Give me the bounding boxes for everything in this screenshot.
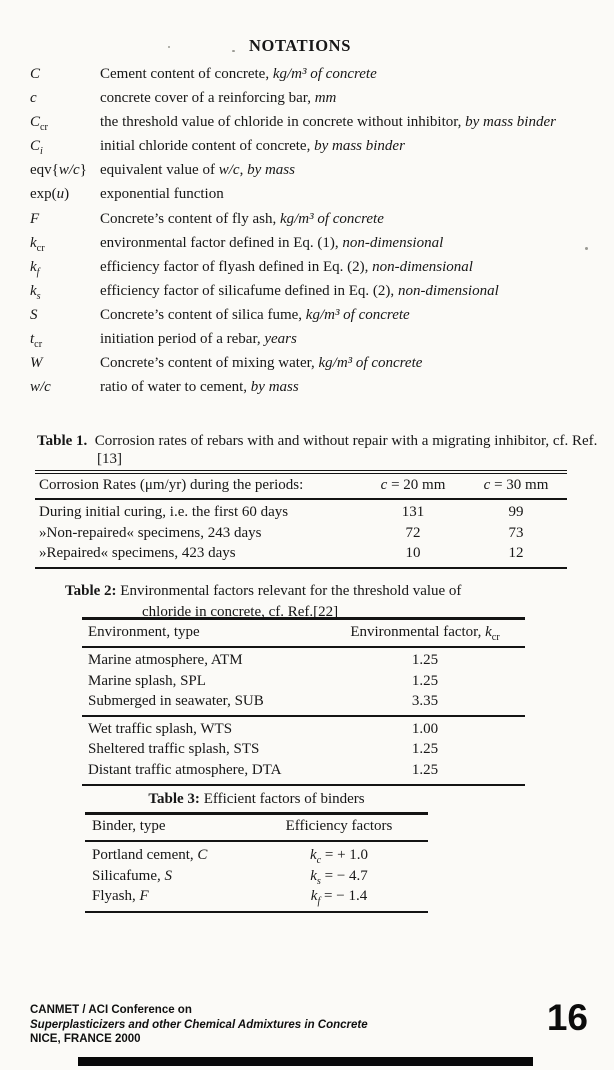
table1-corrosion-rates — [35, 470, 567, 569]
table1-header-periods: Corrosion Rates (μm/yr) during the periods: — [39, 477, 304, 493]
table3-caption-label: Table 3: — [148, 791, 200, 807]
notation-symbol: exp(u) — [30, 186, 70, 203]
table2-caption-line1 — [65, 581, 555, 602]
table-row — [35, 543, 567, 564]
table3-caption-text: Efficient factors of binders — [203, 791, 365, 807]
table-cell-rate-20mm: 10 — [405, 545, 421, 561]
table-row — [82, 760, 525, 781]
notation-symbol: $t_{cr}$ — [30, 331, 43, 351]
table-row — [82, 671, 525, 692]
table-cell-factor: 1.25 — [411, 652, 439, 668]
scan-artifact-bar — [78, 1057, 533, 1066]
table-cell-binder: Silicafume, S — [92, 867, 172, 884]
notation-row — [30, 330, 588, 350]
table-cell-efficiency: $k_f$ = − 1.4 — [310, 888, 368, 907]
table2-header-factor: Environmental factor, $k_{cr}$ — [350, 624, 500, 643]
notation-row — [30, 210, 588, 230]
table-row — [85, 845, 428, 866]
table-cell-environment: Wet traffic splash, WTS — [88, 720, 233, 737]
table3-header-binder: Binder, type — [92, 818, 166, 834]
table-cell-factor: 3.35 — [411, 693, 439, 709]
table-cell-rate-30mm: 99 — [508, 504, 524, 520]
notation-description: equivalent value of w/c, by mass — [100, 162, 295, 179]
notation-row — [30, 354, 588, 374]
notation-symbol: $C_i$ — [30, 138, 43, 158]
notation-row — [30, 282, 588, 302]
table-cell-rate-20mm: 131 — [401, 504, 425, 520]
notation-description: Concrete’s content of silica fume, kg/m³ of concrete — [100, 306, 410, 323]
table-row — [35, 502, 567, 523]
table-row — [82, 739, 525, 760]
notation-row — [30, 137, 588, 157]
notation-symbol: $C_{cr}$ — [30, 114, 48, 134]
table-row — [82, 691, 525, 712]
notation-row — [30, 258, 588, 278]
footer-conference-line: CANMET / ACI Conference on — [30, 1004, 192, 1016]
table2-header-row — [82, 617, 525, 648]
notation-row — [30, 161, 588, 181]
notation-row — [30, 113, 588, 133]
table-row — [82, 719, 525, 740]
table3-binder-factors — [85, 812, 428, 913]
table-cell-environment: Sheltered traffic splash, STS — [88, 741, 260, 757]
notation-symbol: c — [30, 90, 37, 107]
page-number: 16 — [546, 997, 588, 1038]
table3-caption — [85, 791, 428, 808]
table-cell-factor: 1.00 — [411, 720, 439, 737]
notation-symbol: W — [30, 355, 43, 372]
notation-description: efficiency factor of silicafume defined in Eq. (2), non-dimensional — [100, 282, 499, 299]
table1-caption-label: Table 1. — [37, 433, 88, 449]
notation-row — [30, 89, 588, 109]
table1-caption — [37, 432, 614, 468]
table-cell-rate-30mm: 73 — [508, 524, 524, 541]
notation-row — [30, 378, 588, 398]
notation-description: Concrete’s content of mixing water, kg/m³ of concrete — [100, 355, 423, 372]
table2-caption — [65, 581, 555, 622]
table-cell-rate-20mm: 72 — [405, 524, 421, 541]
table-cell-factor: 1.25 — [411, 761, 439, 778]
notation-row — [30, 185, 588, 205]
notation-description: Concrete’s content of fly ash, kg/m³ of concrete — [100, 210, 384, 227]
notation-description: exponential function — [100, 186, 224, 203]
table1-header-c20: c = 20 mm — [380, 477, 446, 493]
table-cell-environment: Marine splash, SPL — [88, 672, 206, 689]
notation-description: Cement content of concrete, kg/m³ of concrete — [100, 66, 377, 82]
table2-caption-line2: chloride in concrete, cf. Ref.[22] — [142, 603, 339, 620]
table1-body — [35, 500, 567, 569]
table1-header-c30: c = 30 mm — [483, 477, 549, 493]
table-cell-environment: Distant traffic atmosphere, DTA — [88, 761, 282, 778]
notation-symbol: C — [30, 66, 41, 82]
table-cell-efficiency: $k_s$ = − 4.7 — [310, 867, 368, 887]
table-row — [85, 886, 428, 907]
notation-description: ratio of water to cement, by mass — [100, 379, 299, 396]
table3-header-row — [85, 812, 428, 842]
notation-symbol: eqv{w/c} — [30, 162, 87, 179]
footer — [30, 1003, 470, 1047]
table-cell-environment: Submerged in seawater, SUB — [88, 693, 264, 709]
notation-symbol: $k_s$ — [30, 282, 41, 302]
notation-symbol: F — [30, 210, 40, 227]
notation-description: concrete cover of a reinforcing bar, mm — [100, 90, 337, 107]
notation-description: the threshold value of chloride in concrete without inhibitor, by mass binder — [100, 114, 556, 131]
notation-symbol: $k_f$ — [30, 258, 40, 278]
table3-header-efficiency: Efficiency factors — [285, 818, 393, 834]
notation-row — [30, 234, 588, 254]
page-title: NOTATIONS — [249, 36, 351, 55]
table2-header-environment: Environment, type — [88, 624, 200, 640]
table2-caption-text1: Environmental factors relevant for the threshold value of — [120, 583, 462, 599]
notation-row — [30, 65, 588, 85]
table-row — [82, 650, 525, 671]
table-cell-period: »Repaired« specimens, 423 days — [39, 545, 236, 561]
table-cell-factor: 1.25 — [411, 672, 439, 689]
table-cell-efficiency: $k_c$ = + 1.0 — [309, 847, 369, 866]
notations-list — [30, 65, 588, 402]
notation-description: efficiency factor of flyash defined in Eq. (2), non-dimensional — [100, 258, 473, 275]
table-row — [35, 523, 567, 544]
notation-description: environmental factor defined in Eq. (1), non-dimensional — [100, 234, 444, 251]
scan-speck — [585, 247, 588, 250]
scan-speck — [168, 46, 170, 48]
table2-traffic-group — [82, 717, 525, 787]
notation-symbol: S — [30, 306, 38, 323]
footer-location-line: NICE, FRANCE 2000 — [30, 1033, 141, 1045]
table1-caption-text: Corrosion rates of rebars with and without repair with a migrating inhibitor, cf. Ref. [13] — [94, 433, 598, 467]
table-cell-rate-30mm: 12 — [508, 545, 524, 561]
notation-description: initiation period of a rebar, years — [100, 331, 297, 348]
table-cell-period: During initial curing, i.e. the first 60 days — [39, 504, 289, 520]
table1-header-row — [35, 470, 567, 500]
table-cell-binder: Portland cement, C — [92, 847, 208, 863]
notation-description: initial chloride content of concrete, by mass binder — [100, 138, 405, 155]
table3-body — [85, 842, 428, 913]
table-row — [85, 866, 428, 887]
notation-symbol: w/c — [30, 379, 51, 396]
notation-row — [30, 306, 588, 326]
table-cell-factor: 1.25 — [411, 741, 439, 757]
table-cell-environment: Marine atmosphere, ATM — [88, 652, 243, 668]
table2-caption-label: Table 2: — [65, 583, 117, 599]
notation-symbol: $k_{cr}$ — [30, 234, 45, 254]
scan-speck — [232, 50, 235, 52]
footer-proceedings-title: Superplasticizers and other Chemical Admixtures in Concrete — [30, 1018, 368, 1031]
table2-marine-group — [82, 648, 525, 717]
table-cell-binder: Flyash, F — [92, 888, 149, 904]
table-cell-period: »Non-repaired« specimens, 243 days — [39, 524, 262, 541]
table2-environmental-factors — [82, 617, 525, 786]
